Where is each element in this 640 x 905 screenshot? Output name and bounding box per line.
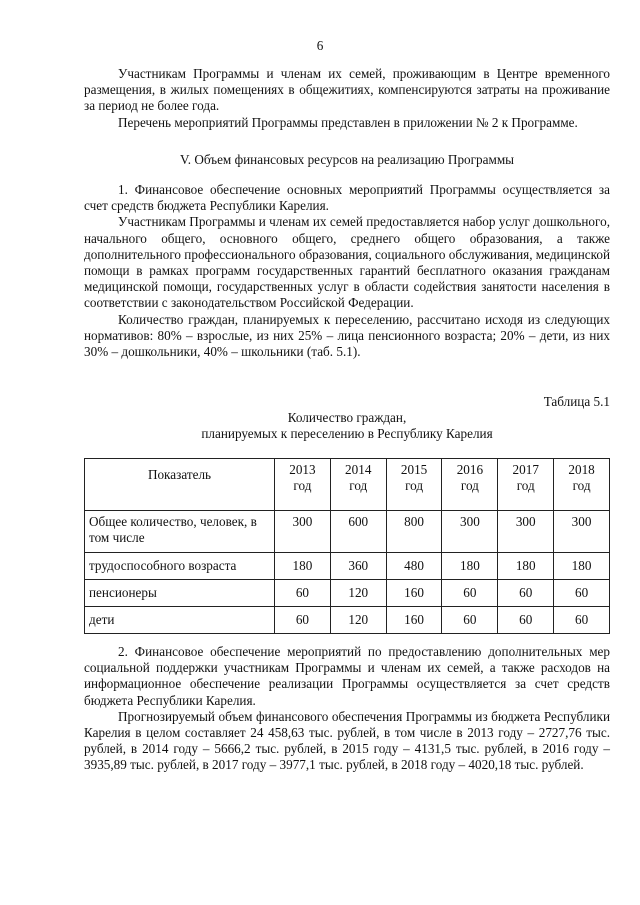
table-caption [84, 410, 610, 442]
table-cell: 60 [275, 607, 331, 634]
table-cell: 160 [386, 580, 442, 607]
table-cell: 60 [554, 580, 610, 607]
intro-text [84, 66, 610, 131]
table-cell: 60 [498, 580, 554, 607]
closing-text [84, 644, 610, 774]
table-row [85, 553, 610, 580]
table-cell: 300 [442, 511, 498, 553]
table-cell: 300 [498, 511, 554, 553]
table-cell: 180 [554, 553, 610, 580]
paragraph: Участникам Программы и членам их семей предоставляется набор услуг дошкольного, начального общего, основного общего, среднего общего образования, а также дополнительного профессионального образования, социального обслуживания, медицинской помощи в рамках программ государственных гарантий бесплатного оказания гражданам медицинской помощи, государственных услуг в области содействия занятости населения в соответствии с законодательством Российской Федерации. [84, 214, 610, 311]
paragraph: 1. Финансовое обеспечение основных мероприятий Программы осуществляется за счет средств бюджета Республики Карелия. [84, 182, 610, 214]
header-year: 2015 год [386, 459, 442, 511]
row-label: пенсионеры [85, 580, 275, 607]
header-year: 2014 год [330, 459, 386, 511]
table-cell: 60 [275, 580, 331, 607]
section-heading: V. Объем финансовых ресурсов на реализацию Программы [179, 152, 515, 167]
table-caption-line: планируемых к переселению в Республику Карелия [201, 426, 493, 442]
table-header-row [85, 459, 610, 511]
table-cell: 300 [275, 511, 331, 553]
table-label: Таблица 5.1 [543, 394, 610, 409]
table-cell: 600 [330, 511, 386, 553]
resettlement-table [84, 458, 610, 634]
paragraph: Количество граждан, планируемых к переселению, рассчитано исходя из следующих нормативов: 80% – взрослые, из них 25% – лица пенсионного возраста; 20% – дети, из них 30% – дошкольники, 40% – школьники (таб. 5.1). [84, 311, 610, 360]
section-text [84, 182, 610, 360]
page-number: 6 [316, 38, 324, 53]
table-cell: 300 [554, 511, 610, 553]
table-row [85, 607, 610, 634]
header-indicator: Показатель [85, 459, 275, 511]
table-cell: 60 [442, 580, 498, 607]
header-year: 2013 год [275, 459, 331, 511]
table-cell: 360 [330, 553, 386, 580]
row-label: трудоспособного возраста [85, 553, 275, 580]
table-cell: 60 [442, 607, 498, 634]
table-cell: 120 [330, 607, 386, 634]
header-year: 2017 год [498, 459, 554, 511]
table-row [85, 511, 610, 553]
table-row [85, 580, 610, 607]
header-year: 2016 год [442, 459, 498, 511]
table-cell: 480 [386, 553, 442, 580]
table-cell: 180 [498, 553, 554, 580]
table-cell: 60 [498, 607, 554, 634]
paragraph: Прогнозируемый объем финансового обеспечения Программы из бюджета Республики Карелия в целом составляет 24 458,63 тыс. рублей, в том числе в 2013 году – 2727,76 тыс. рублей, в 2014 году – 5666,2 тыс. рублей, в 2015 году – 4131,5 тыс. рублей, в 2016 году – 3935,89 тыс. рублей, в 2017 году – 3977,1 тыс. рублей, в 2018 году – 4020,18 тыс. рублей. [84, 708, 610, 773]
table-cell: 180 [275, 553, 331, 580]
table-caption-line: Количество граждан, [287, 410, 407, 425]
paragraph: Перечень мероприятий Программы представлен в приложении № 2 к Программе. [118, 114, 578, 130]
table-cell: 800 [386, 511, 442, 553]
header-year: 2018 год [554, 459, 610, 511]
table-cell: 180 [442, 553, 498, 580]
paragraph: 2. Финансовое обеспечение мероприятий по предоставлению дополнительных мер социальной поддержки участникам Программы и членам их семей, а также расходов на информационное обеспечение реализации Программы осуществляется за счет средств бюджета Республики Карелия. [84, 644, 610, 708]
paragraph: Участникам Программы и членам их семей, проживающим в Центре временного размещения, в жилых помещениях в общежитиях, компенсируются затраты на проживание за период не более года. [84, 66, 610, 114]
table-cell: 60 [554, 607, 610, 634]
table-cell: 120 [330, 580, 386, 607]
row-label: дети [85, 607, 275, 634]
row-label: Общее количество, человек, в том числе [85, 511, 275, 553]
table-cell: 160 [386, 607, 442, 634]
